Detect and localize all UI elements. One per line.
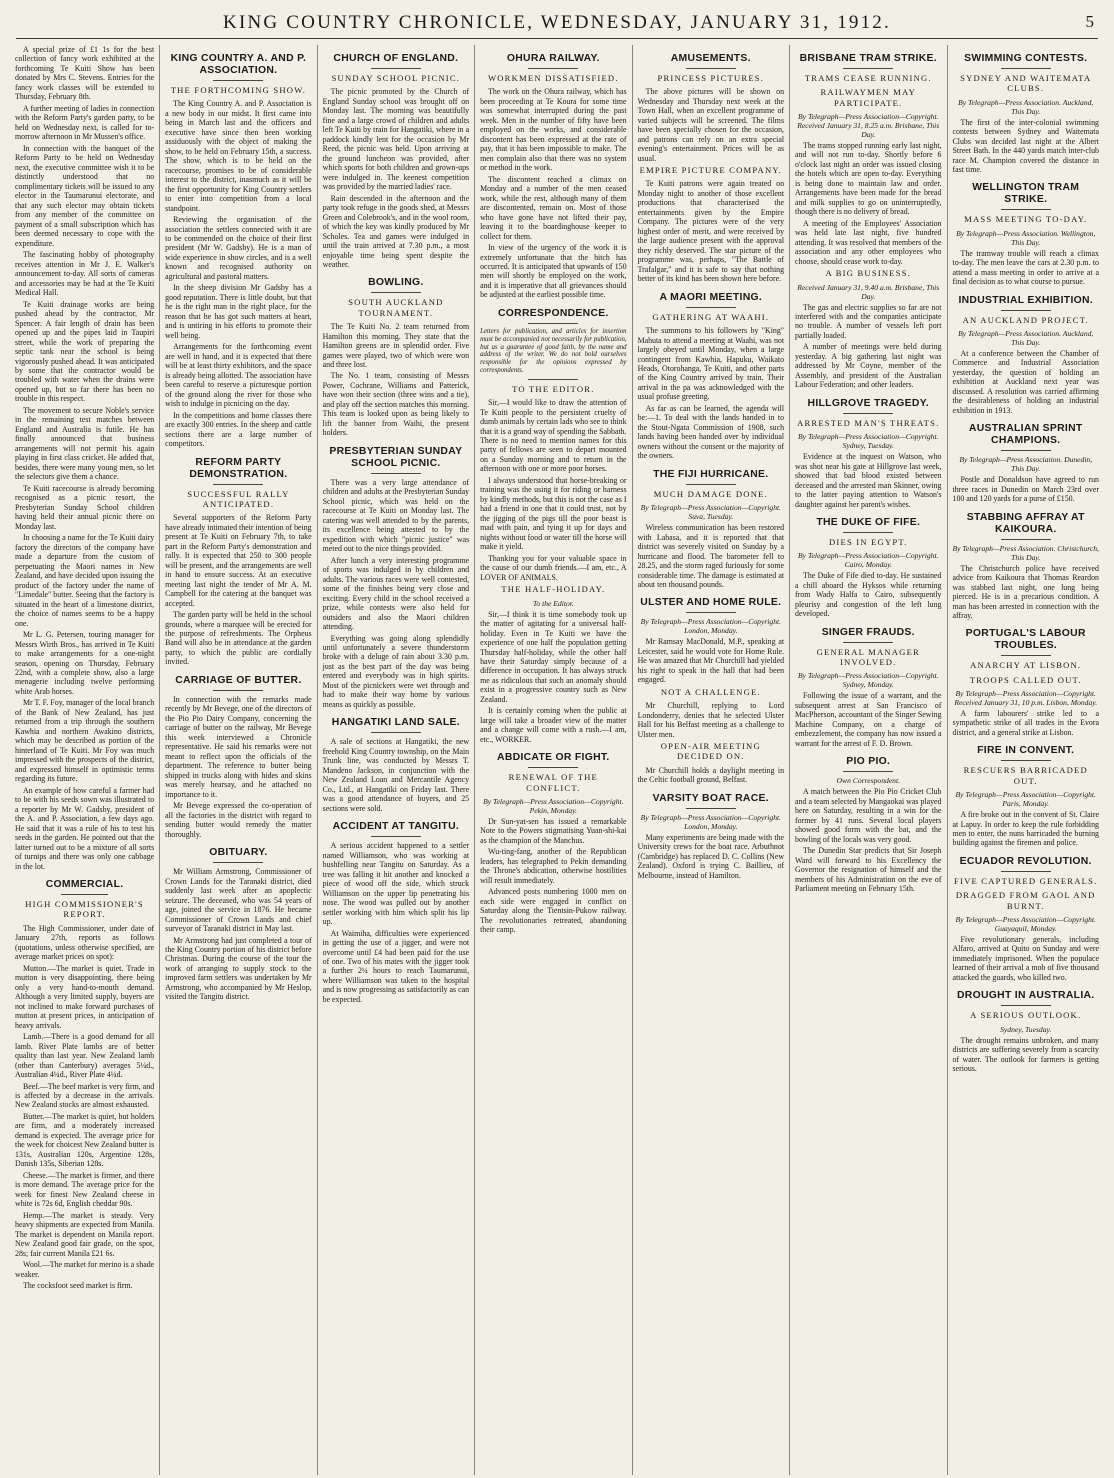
article-paragraph: A further meeting of ladies in connection with the Reform Party's garden party, to be held on Wednesday next, is called for to-morrow afternoon in Mr Mussen's office. (15, 103, 155, 142)
article-paragraph: Wool.—The market for merino is a shade weaker. (15, 1260, 155, 1279)
dateline: By Telegraph—Press Association—Copyright. London, Monday. (640, 617, 781, 636)
article-paragraph: Rain descended in the afternoon and the party took refuge in the goods shed, at Messrs Green and Colebrook's, and in the wool room, of which the key was kindly produced by Mr Scholes. Tea and games were indulged in until the train arrived at 7.30 p.m., a most enjoyable time being spent despite the weather. (322, 193, 470, 269)
article-paragraph: In the competitions and home classes there are exactly 300 entries. In the sheep and cattle sections there are a large number of competitors. (165, 410, 312, 449)
article-paragraph: Lamb.—There is a good demand for all lamb. River Plate lambs are of better quality than last year. New Zealand lamb (other than Canterbury) averages 5¼d., Australian 4¼d., River Plate 4¼d. (15, 1032, 155, 1080)
dateline: By Telegraph—Press Association—Copyright. Sydney, Tuesday. (798, 432, 939, 451)
article-paragraph: The Christchurch police have received advice from Kaikoura that Thomas Reardon was stabbed last night, one lung being pierced. He is in a precarious condition. A man has been arrested in connection with the affray. (952, 563, 1099, 620)
article-headline: STABBING AFFRAY AT KAIKOURA. (966, 511, 1085, 535)
dateline: By Telegraph—Press Association—Copyright. London, Monday. (640, 812, 781, 831)
dateline: By Telegraph—Press Association—Copyright. Received January 31, 8.25 a.m. Brisbane, This Day. (797, 111, 940, 139)
article-headline: A MAORI MEETING. (659, 291, 763, 303)
article-paragraph: Dr Sun-yat-sen has issued a remarkable Note to the Powers stigmatising Yuan-shi-kai as the champion of the Manchus. (480, 816, 627, 845)
article-subheading: DRAGGED FROM GAOL AND BURNT. (955, 890, 1096, 911)
article-paragraph: The fascinating hobby of photography receives attention in Mr J. E. Walker's announcement to-day. All sorts of cameras and accessories may be had at the Te Kuiti Medical Hall. (15, 250, 155, 298)
article-paragraph: Mutton.—The market is quiet. Trade in mutton is very disappointing, there being only a very hand-to-mouth demand. Although a very limited supply, buyers are not inclined to make forward purchases of mutton at present prices, in anticipation of heavy arrivals. (15, 963, 155, 1030)
article-paragraph: In connection with the banquet of the Reform Party to be held on Wednesday next, the executive committee wish it to be distinctly understood that no complimentary tickets will be issued to any elector in the Taumarunui electorate, and that any such elector may obtain tickets from any member of the committee on payment of a small subscription which has been deemed necessary to cope with the expenditure. (15, 143, 155, 248)
article-subheading: MASS MEETING TO-DAY. (964, 214, 1088, 225)
article-paragraph: In connection with the remarks made recently by Mr Bevege, one of the directors of the Pio Pio Dairy Company, concerning the carriage of butter on the railway, Mr Bevege this week interviewed a Chronicle representative. He said his remarks were not meant to reflect upon the officials of the department. The reference to butter being shipped in trucks along with hides and skins was merely hearsay, and he attached no importance to it. (165, 694, 312, 799)
article-paragraph: In choosing a name for the Te Kuiti dairy factory the directors of the company have made a departure from the custom of perpetuating the Maori names in New Zealand, and have decided upon issuing the product of the factory under the name of "Limedale" butter. Seeing that the factory is situated in the heart of a limestone district, the choice of names seems to be a happy one. (15, 533, 155, 628)
article-paragraph: Cheese.—The market is firmer, and there is more demand. The average price for the week for finest New Zealand cheese in white is 72s 6d, English cheddar 90s. (15, 1170, 155, 1209)
article-paragraph: A farm labourers' strike led to a sympathetic strike of all trades in the Evora district, and a general strike at Lisbon. (952, 709, 1099, 737)
article-paragraph: In view of the urgency of the work it is extremely unfortunate that the hitch has occurred. It is anticipated that upwards of 150 men will shortly be employed on the work, and it is imperative that all grievances should be adjusted at the earliest possible time. (480, 243, 627, 300)
article-subheading: THE HALF-HOLIDAY. (501, 584, 606, 595)
article-paragraph: Mr Ramsay MacDonald, M.P., speaking at Leicester, said he would vote for Home Rule. He was amazed that Mr Churchill had yielded his right to speak in the hall that had been engaged. (637, 637, 785, 685)
divider-rule (686, 307, 736, 308)
column-1 (10, 45, 160, 1475)
article-headline: REFORM PARTY DEMONSTRATION. (189, 456, 288, 480)
masthead (16, 8, 1098, 39)
divider-rule (371, 292, 421, 293)
article-headline: CARRIAGE OF BUTTER. (175, 674, 302, 686)
dateline: By Telegraph—Press Association. Christchurch, This Day. (952, 543, 1099, 562)
article-headline: WELLINGTON TRAM STRIKE. (972, 182, 1080, 206)
article-paragraph: Arrangements for the forthcoming event are well in hand, and it is expected that there will be at least thirty exhibitors, and the space is already being allotted. The association have been careful to reserve a picturesque portion of the ground along the river for those who wish to indulge in picnicing on the day. (165, 342, 312, 409)
article-paragraph: I always understood that horse-breaking or training was the using it for riding or harness by kindly methods, but this is not the case as I had a friend in one that it could trust, not by the jigging of the pigs till the poor beast is mad with pain, and tying it up for days and nights without food or water till the horse will make it yield. (480, 475, 627, 552)
dateline: By Telegraph—Press Association. Wellington, This Day. (956, 228, 1096, 247)
article-subheading: THE FORTHCOMING SHOW. (170, 84, 307, 95)
divider-rule (213, 690, 263, 691)
article-paragraph: The summons to his followers by "King" Mahuta to attend a meeting at Waahi, was not largely obeyed until Monday, when a large contingent from Kawhia, Hapuku, Waikato Heads, Otorohanga, Te Kuiti, and other parts of the King Country arrived by train. Their arrival in the pa was acknowledged with the usual profuse greeting. (637, 326, 785, 402)
article-paragraph: Te Kuiti drainage works are being pushed ahead by the contractor, Mr Spencer. A fair length of drain has been opened up and the pipes laid in Taupiri street, while the work of preparing the septic tank near the school is being vigorously pushed ahead. It was anticipated by some that the contractor would be troubled with water when the drains were opened up, but so far there has been no trouble in this respect. (15, 299, 155, 404)
article-headline: ULSTER AND HOME RULE. (640, 597, 782, 609)
dateline: By Telegraph—Press Association—Copyright. Received January 31, 10 p.m. Lisbon, Monday. (954, 689, 1098, 707)
divider-rule (686, 612, 736, 613)
article-paragraph: Advanced posts numbering 1000 men on each side were engaged in conflict on Saturday along the Tientsin-Pukow railway. The revolutionaries retreated, abandoning their camp. (480, 887, 627, 935)
column-3 (318, 45, 475, 1475)
article-subheading: A SERIOUS OUTLOOK. (970, 1010, 1082, 1021)
article-paragraph: A sale of sections at Hangatiki, the new freehold King Country township, on the Main Trunk line, was conducted by Messrs T. Mandeno Jackson, in conjunction with the New Zealand Loan and Mercantile Agency Co., Ltd., at Hangatiki on Friday last. There was a good attendance of buyers, and 25 sections were sold. (322, 737, 470, 813)
article-headline: BOWLING. (368, 277, 424, 289)
article-paragraph: Postle and Donaldson have agreed to run three races in Dunedin on March 23rd over 100 and 120 yards for a purse of £150. (952, 475, 1099, 504)
article-paragraph: A special prize of £1 1s for the best collection of fancy work exhibited at the forthcoming Te Kuiti Show has been donated by Mrs C. Stevens. Entries for the fancy work classes will be extended to Thursday, February 8th. (15, 45, 155, 102)
article-paragraph: Five revolutionary generals, including Alfaro, arrived at Quito on Sunday and were immediately imprisoned. When the populace learned of their arrival a mob of five thousand attacked the guards, who killed two. (952, 934, 1099, 982)
article-headline: SINGER FRAUDS. (821, 626, 915, 638)
article-headline: THE FIJI HURRICANE. (653, 468, 769, 480)
article-paragraph: The King Country A. and P. Association is a new body in our midst. It first came into being in March last and the officers and executive have since then been working assiduously with the object of making the show, to be held on February 15th, a success. The show, which is to be held on the racecourse, promises to be of considerable interest to the district, inasmuch as it will be the first opportunity for King Country settlers to enter into competition from a local standpoint. (165, 99, 312, 213)
article-subheading: GATHERING AT WAAHI. (652, 311, 770, 322)
article-subheading: ARRESTED MAN'S THREATS. (797, 417, 940, 428)
article-paragraph: There was a very large attendance of children and adults at the Presbyterian Sunday School picnic, which was held on the racecourse at Te Kuiti on Monday last. The catering was well attended to by the parents, its excellence being attested to by the expedition with which "picnic justice" was meted out to the nice things provided. (322, 477, 470, 554)
article-paragraph: The Duke of Fife died to-day. He sustained a chill aboard the Hyksos while returning from Wady Halfa to Cairo, subsequently pleurisy and congestion of the left lung developed. (795, 571, 942, 619)
article-paragraph: As far as can be learned, the agenda will be:—1. To deal with the lands handed in to the Stout-Ngata Commission of 1908, such lands having been handed over by individual owners without the consent or the majority of the owners. (637, 403, 785, 461)
article-headline: AUSTRALIAN SPRINT CHAMPIONS. (968, 423, 1083, 447)
article-paragraph: Thanking you for your valuable space in the cause of our dumb friends.—I am, etc., A LOVER OF ANIMALS. (480, 553, 627, 582)
article-paragraph: At Waimiha, difficulties were experienced in getting the use of a jigger, and were not overcome until £4 had been paid for the use of one. Two of his mates with the jigger took a further 2¼ hours to reach Taumarunui, where Williamson was taken to the hospital and is now progressing as satisfactorily as can be expected. (322, 928, 470, 1004)
article-paragraph: Beef.—The beef market is very firm, and is affected by a decrease in the arrivals. New Zealand stocks are almost exhausted. (15, 1081, 155, 1110)
article-subheading: WORKMEN DISSATISFIED. (487, 72, 619, 83)
divider-rule (61, 894, 108, 895)
article-paragraph: Wireless communication has been restored with Labasa, and it is reported that that district was severely visited on Sunday by a hurricane and flood. The barometer fell to 28.25, and the storm raged furiously for some considerable time. The damage is estimated at about ten thousand pounds. (637, 523, 785, 589)
article-subheading: GENERAL MANAGER INVOLVED. (816, 646, 920, 667)
column-6 (790, 45, 947, 1475)
article-subheading: EMPIRE PICTURE COMPANY. (639, 165, 783, 176)
divider-rule (843, 413, 893, 414)
article-headline: INDUSTRIAL EXHIBITION. (958, 294, 1094, 306)
article-paragraph: Wu-ting-fang, another of the Republican leaders, has telegraphed to Pekin demanding the Throne's abdication, otherwise hostilities will result immediately. (480, 847, 627, 885)
article-paragraph: Mr T. F. Foy, manager of the local branch of the Bank of New Zealand, has just returned from a trip through the southern Kawhia and northern Awakino districts, which may be described as portion of the hinterland of Te Kuiti. Mr Foy was much impressed with the prospects of the district, and expressed himself in optimistic terms regarding its future. (15, 698, 155, 784)
divider-rule (1001, 310, 1051, 311)
dateline: By Telegraph—Press Association—Copyright. Cairo, Monday. (798, 551, 939, 570)
article-paragraph: It is certainly coming when the public at large will take a broader view of the matter and a change will come with a rush.—I am, etc., WORKER. (480, 706, 627, 744)
article-paragraph: A match between the Pio Pio Cricket Club and a team selected by Mangaokai was played here on Saturday, resulting in a win for the former by 41 runs. Several local players showed good form with the bat, and the bowling of the locals was very good. (795, 787, 942, 844)
dateline: By Telegraph—Press Association. Dunedin, This Day. (959, 455, 1093, 474)
article-subheading: FIVE CAPTURED GENERALS. (954, 875, 1098, 886)
article-headline: COMMERCIAL. (45, 879, 124, 891)
article-headline: PRESBYTERIAN SUNDAY SCHOOL PICNIC. (329, 445, 463, 469)
dateline: By Telegraph—Press Association. Auckland, This Day. (958, 328, 1094, 347)
article-paragraph: Mr Churchill, replying to Lord Londonderry, denies that he selected Ulster Hall for his Belfast meeting as a challenge to Ulster men. (637, 701, 785, 739)
article-paragraph: Mr William Armstrong, Commissioner of Crown Lands for the Taranaki district, died suddenly last week after an apoplectic seizure. The deceased, who was 54 years of age, joined the service in 1876. He became Commissioner of Crown Lands and chief surveyor of Taranaki district in May last. (165, 867, 312, 934)
article-headline: KING COUNTRY A. AND P. ASSOCIATION. (170, 53, 307, 76)
article-paragraph: Reviewing the organisation of the association the settlers connected with it are to be commended on the choice of their first president (Mr W. Gadsby). He is a man of wide experience in show circles, and is a well known and recognised authority on agricultural and pastoral matters. (165, 215, 312, 281)
article-paragraph: Everything was going along splendidly until unfortunately a severe thunderstorm broke with a deluge of rain about 3.30 p.m. just as the best part of the day was being entered and everybody was in high spirits. Most of the picnickers were wet through and had to make their way home by various means as quickly as possible. (322, 633, 470, 709)
dateline: By Telegraph—Press Association—Copyright. Sydney, Monday. (798, 671, 939, 690)
dateline: By Telegraph—Press Association. Auckland, This Day. (958, 97, 1094, 116)
article-paragraph: Mr Churchill holds a daylight meeting in the Celtic football ground, Belfast. (637, 765, 785, 785)
article-paragraph: Te Kuiti racecourse is already becoming recognised as a picnic resort, the Presbyterian Sunday School children having held their annual picnic there on Monday last. (15, 483, 155, 531)
divider-rule (843, 68, 893, 69)
article-subheading: SYDNEY AND WAITEMATA CLUBS. (960, 72, 1092, 94)
dateline: Received January 31, 9.40 a.m. Brisbane, This Day. (797, 282, 940, 301)
article-paragraph: Sir,—I think it is time somebody took up the matter of agitating for a universal half-holiday. Even in Te Kuiti we have the experience of one half the population getting Thursday half-holiday, while the other half have their Saturday simply because of a difference in occupation. It has always struck me as ridiculous that such an anomaly should exist in a progressive country such as New Zealand. (480, 609, 627, 704)
divider-rule (371, 732, 421, 733)
article-headline: AMUSEMENTS. (670, 53, 751, 64)
column-5 (633, 45, 790, 1475)
column-2 (160, 45, 317, 1475)
article-subheading: SOUTH AUCKLAND TOURNAMENT. (348, 297, 444, 318)
divider-rule (686, 484, 736, 485)
article-subheading: RESCUERS BARRICADED OUT. (963, 765, 1088, 786)
page-number: 5 (1085, 12, 1094, 31)
divider-rule (843, 532, 893, 533)
article-headline: PORTUGAL'S LABOUR TROUBLES. (965, 628, 1086, 652)
article-paragraph: The High Commissioner, under date of January 27th, reports as follows (quotations, unless otherwise specified, are average market prices on spot): (15, 923, 155, 962)
divider-rule (213, 484, 263, 485)
article-paragraph: A number of meetings were held during yesterday. A big gathering last night was addressed by Mr Coyne, member of the Assembly, and president of the Australian Labour Federation; and other leaders. (795, 342, 942, 390)
article-headline: DROUGHT IN AUSTRALIA. (956, 990, 1095, 1002)
article-subheading: TO THE EDITOR. (512, 383, 595, 394)
masthead-title: KING COUNTRY CHRONICLE, WEDNESDAY, JANUARY 31, 1912. (223, 12, 891, 33)
divider-rule (1001, 1005, 1051, 1006)
divider-rule (528, 379, 578, 380)
article-headline: ECUADOR REVOLUTION. (959, 855, 1092, 867)
dateline: By Telegraph—Press Association—Copyright. Paris, Monday. (955, 790, 1096, 809)
dateline: To the Editor. (532, 598, 574, 608)
article-headline: CHURCH OF ENGLAND. (333, 53, 459, 64)
divider-rule (213, 862, 263, 863)
article-paragraph: The Te Kuiti No. 2 team returned from Hamilton this morning. They state that the Hamilton greens are in splendid order. Five games were played, two of which were won and three lost. (322, 322, 470, 369)
article-subheading: ANARCHY AT LISBON. (970, 660, 1082, 671)
divider-rule (528, 323, 578, 324)
article-paragraph: An example of how careful a farmer had to be with his seeds sown was illustrated to a reporter by Mr W. Gadsby, president of the A. and P. Association, a few days ago. He said that it was a rule of his to test his seeds in the garden. He pointed out that the latter turned out to be a mixture of all sorts of turnips and there was only one cabbage in the lot. (15, 785, 155, 871)
article-subheading: TROOPS CALLED OUT. (969, 674, 1082, 685)
article-paragraph: Sir,—I would like to draw the attention of Te Kuiti people to the persistent cruelty of dumb animals by certain lads who see to think that it is a grand way of spending the Sabbath. There is no need to mention names for this party of fellows are seen to depart mounted on a Sunday morning and to return in the afternoon with one or more poor horses. (480, 398, 627, 474)
divider-rule (1001, 68, 1051, 69)
dateline: By Telegraph—Press Association—Copyright. Guayaquil, Monday. (955, 914, 1096, 933)
article-paragraph: The above pictures will be shown on Wednesday and Thursday next week at the Town Hall, when an excellent programme of varied subjects will be screened. The films have been specially chosen for the occasion, and patrons can rely on an extra special evening's entertainment. Prices will be as usual. (637, 87, 785, 163)
article-subheading: SUCCESSFUL RALLY ANTICIPATED. (187, 488, 290, 509)
article-subheading: SUNDAY SCHOOL PICNIC. (331, 72, 461, 83)
divider-rule (1001, 655, 1051, 656)
article-paragraph: Mr L. G. Petersen, touring manager for Messrs Wirth Bros., has arrived in Te Kuiti to make arrangements for a one-night season, opening on Thursday, February 22nd, with a complete show, also a large menagerie including twelve performing white Arab horses. (15, 630, 155, 696)
dateline: Own Correspondent. (836, 776, 900, 786)
article-subheading: MUCH DAMAGE DONE. (653, 488, 768, 499)
article-headline: FIRE IN CONVENT. (977, 745, 1075, 757)
article-paragraph: Mr Armstrong had just completed a tour of the King Country portion of his district before Christmas. During the course of the tour the work of arranging to supply stock to the improved farm settlers was undertaken by Mr Armstrong, who accompanied by Mr Heslop, visited the Tangitu district. (165, 935, 312, 1002)
divider-rule (213, 80, 263, 81)
divider-rule (1001, 209, 1051, 210)
divider-rule (686, 808, 736, 809)
article-paragraph: A fire broke out in the convent of St. Claire at Lapuy. In order to keep the rule forbidding men to enter, the nuns barricaded the burning building against the firemen and police. (952, 810, 1099, 848)
article-headline: ABDICATE OR FIGHT. (497, 752, 610, 764)
article-paragraph: The trams stopped running early last night, and will not run to-day. Shortly before 6 o'clock last night an order was issued closing the hotels which are open to-day. Everything is being done to maintain law and order. Arrangements have been made for the bread and milk supplies to go on uninterruptedly, though there is no delivery of bread. (795, 140, 942, 217)
article-paragraph: The garden party will be held in the school grounds, where a marquee will be erected for the purpose of refreshments. The Orpheus Band will also be in attendance at the garden party, to which the public are cordially invited. (165, 610, 312, 667)
column-7 (948, 45, 1104, 1475)
dateline: By Telegraph—Press Association—Copyright. Suva, Tuesday. (640, 503, 781, 522)
article-paragraph: The work on the Ohura railway, which has been proceeding at Te Koura for some time was somewhat interrupted during the past week. Men in the number of fifty have been employed on the works, and considerable discontent has been expressed at the rate of pay, that it has been impossible to make. The men complain also that there was no system or method in the work. (480, 87, 627, 173)
article-subheading: HIGH COMMISSIONER'S REPORT. (25, 899, 144, 920)
article-paragraph: The tramway trouble will reach a climax to-day. The men leave the cars at 2.30 p.m. to attend a mass meeting in order to arrive at a final decision as to what course to pursue. (952, 248, 1099, 287)
article-paragraph: The discontent reached a climax on Monday and a number of the men ceased work, while the rest, although many of them are discontented, remain on. Most of those who have gone have not lifted their pay, leaving it to the boardinghouse keeper to collect for them. (480, 174, 627, 241)
article-headline: VARSITY BOAT RACE. (652, 792, 769, 804)
article-headline: THE DUKE OF FIFE. (816, 517, 921, 529)
divider-rule (1001, 539, 1051, 540)
article-paragraph: Several supporters of the Reform Party have already intimated their intention of being present at Te Kuiti on February 7th, to take part in the Reform Party's demonstration and rally. It is expected that 250 to 300 people will be present, and the arrangements are well in hand to ensure success. At an executive meeting last night the tender of Mr A. M. Campbell for the catering at the banquet was accepted. (165, 513, 312, 608)
article-paragraph: The drought remains unbroken, and many districts are suffering severely from a scarcity of water. The outlook for farmers is getting serious. (952, 1035, 1099, 1073)
article-headline: HILLGROVE TRAGEDY. (807, 397, 929, 409)
divider-rule (371, 473, 421, 474)
divider-rule (528, 68, 578, 69)
article-paragraph: The Dunedin Star predicts that Sir Joseph Ward will forward to his Excellency the Governor the resignation of himself and the members of his Administration on the eve of Parliament meeting on February 15th. (795, 846, 942, 893)
article-paragraph: The picnic promoted by the Church of England Sunday school was brought off on Monday last. The morning was beautifully fine and a large crowd of children and adults left Te Kuiti by train for Hangatiki, where in a paddock kindly lent for the occasion by Mr Reed, the picnic was held. Upon arriving at the ground luncheon was provided, after which sports for both children and grown-ups were indulged in. The keenest competition was provided by the married ladies' race. (322, 87, 470, 192)
article-paragraph: Hemp.—The market is steady. Very heavy shipments are expected from Manila. The market is dependent on Manila report. New Zealand good fair grade, on the spot, 28s; fair current Manila £21 6s. (15, 1210, 155, 1258)
article-subheading: RAILWAYMEN MAY PARTICIPATE. (820, 87, 917, 108)
article-subheading: PRINCESS PICTURES. (657, 72, 765, 83)
article-subheading: DIES IN EGYPT. (829, 536, 908, 547)
divider-rule (528, 767, 578, 768)
article-paragraph: The cocksfoot seed market is firm. (23, 1281, 133, 1291)
article-headline: HANGATIKI LAND SALE. (331, 717, 460, 729)
divider-rule (371, 68, 421, 69)
divider-rule (843, 771, 893, 772)
article-subheading: AN AUCKLAND PROJECT. (962, 314, 1089, 325)
column-4 (475, 45, 632, 1475)
article-paragraph: Mr Bevege expressed the co-operation of all the factories in the district with regard to sending butter would remedy the matter thoroughly. (165, 801, 312, 839)
divider-rule (371, 836, 421, 837)
article-headline: PIO PIO. (846, 756, 891, 768)
article-subheading: OPEN-AIR MEETING DECIDED ON. (660, 741, 761, 762)
article-subheading: TRAMS CEASE RUNNING. (804, 72, 932, 83)
article-paragraph: A serious accident happened to a settler named Williamson, who was working at bushfelling near Tangitu on Saturday. As a tree was falling it hit another and knocked a piece of wood off the side, which struck Williamson on the upper lip penetrating his nose. The wood was pulled out by another settler working with him which split his lip up. (322, 841, 470, 927)
article-headline: CORRESPONDENCE. (497, 307, 609, 319)
divider-rule (843, 642, 893, 643)
article-paragraph: The gas and electric supplies so far are not interfered with and the companies anticipate no trouble. A number of vessels left port partially loaded. (795, 302, 942, 340)
editorial-notice: Letters for publication, and articles for insertion must be accompanied not necessarily for publication, but as a guarantee of good faith, by the name and address of the writer. We do not hold ourselves responsible for the opinions expressed by correspondents. (480, 327, 627, 374)
article-paragraph: The movement to secure Noble's service in the remaining test matches between England and Australia is futile. He has finally announced that business arrangements will not permit his again playing in first class cricket. He added that, besides, there were many young men, so let the selectors give them a chance. (15, 405, 155, 482)
article-paragraph: Evidence at the inquest on Watson, who was shot near his gate at Hillgrove last week, showed that bad blood existed between deceased and the arrested man Skinner, owing to the latter paying attention to Watson's daughter against her parent's wishes. (795, 452, 942, 509)
article-paragraph: At a conference between the Chamber of Commerce and Industrial Association yesterday, the question of holding an exhibition at Auckland next year was discussed. A resolution was carried affirming the desirableness of holding an industrial exhibition in 1913. (952, 348, 1099, 415)
article-subheading: A BIG BUSINESS. (825, 268, 912, 279)
article-paragraph: Butter.—The market is quiet, but holders are firm, and a moderately increased demand is expected. The average price for the week for choicest New Zealand butter is 131s, Australian 120s, Argentine 128s, Danish 135s, Siberian 128s. (15, 1111, 155, 1169)
article-paragraph: Following the issue of a warrant, and the subsequent arrest at San Francisco of MacPherson, accountant of the Singer Sewing Machine Company, on a charge of embezzlement, the company has now issued a warrant for the arrest of F. D. Brown. (795, 691, 942, 748)
article-paragraph: The first of the inter-colonial swimming contests between Sydney and Waitemata Clubs was decided last night at the Albert Street Bath. In the 440 yards match inter-club race M. Champion covered the distance in fast time. (952, 117, 1099, 174)
article-headline: OHURA RAILWAY. (506, 53, 600, 64)
article-headline: SWIMMING CONTESTS. (964, 53, 1088, 64)
divider-rule (686, 68, 736, 69)
article-headline: ACCIDENT AT TANGITU. (332, 821, 460, 833)
article-paragraph: In the sheep division Mr Gadsby has a good reputation. There is little doubt, but that he is the right man in the right place, for the reason that he has got such matters at heart, and is untiring in his efforts to promote their well being. (165, 283, 312, 340)
article-paragraph: Many experiments are being made with the University crews for the boat race. Arbuthnot (Cambridge) has replaced D. C. Collins (New Zealand). Oxford is trying C. Baillieu, of Melbourne, instead of Hamilton. (637, 832, 785, 880)
divider-rule (1001, 760, 1051, 761)
article-paragraph: Te Kuiti patrons were again treated on Monday night to another of those excellent productions that characterised the entertainments given by the Empire Company. The pictures were of the very highest order of merit, and were received by the large audience present with the approval they richly deserved. The star picture of the programme was, perhaps, "The Battle of Trafalgar," and it is safe to say that nothing better of its kind has been shown here before. (637, 179, 785, 284)
dateline: By Telegraph—Press Association—Copyright. Pekin, Monday. (483, 796, 624, 815)
article-subheading: RENEWAL OF THE CONFLICT. (508, 772, 599, 793)
article-headline: OBITUARY. (209, 847, 268, 859)
divider-rule (1001, 871, 1051, 872)
article-paragraph: The No. 1 team, consisting of Messrs Power, Cochrane, Williams and Patterick, have won their section (three wins and a tie), and play off the section matches this morning. This team is looked upon as being likely to lift the banner from Waihi, the present holders. (322, 371, 470, 438)
divider-rule (1001, 450, 1051, 451)
article-subheading: NOT A CHALLENGE. (660, 686, 761, 697)
dateline: Sydney, Tuesday. (1000, 1024, 1052, 1034)
article-headline: BRISBANE TRAM STRIKE. (799, 53, 937, 64)
article-paragraph: A meeting of the Employees' Association was held late last night, five hundred attending. It was resolved that members of the association and any other employees who choose, should cease work to-day. (795, 218, 942, 266)
article-paragraph: After lunch a very interesting programme of sports was indulged in by children and adults. The various races were well contested, some of the finishes being very close and exciting. Every child in the school received a prize, while contests were also held for outsiders and also the Maori children attending. (322, 555, 470, 632)
article-columns (10, 45, 1104, 1475)
